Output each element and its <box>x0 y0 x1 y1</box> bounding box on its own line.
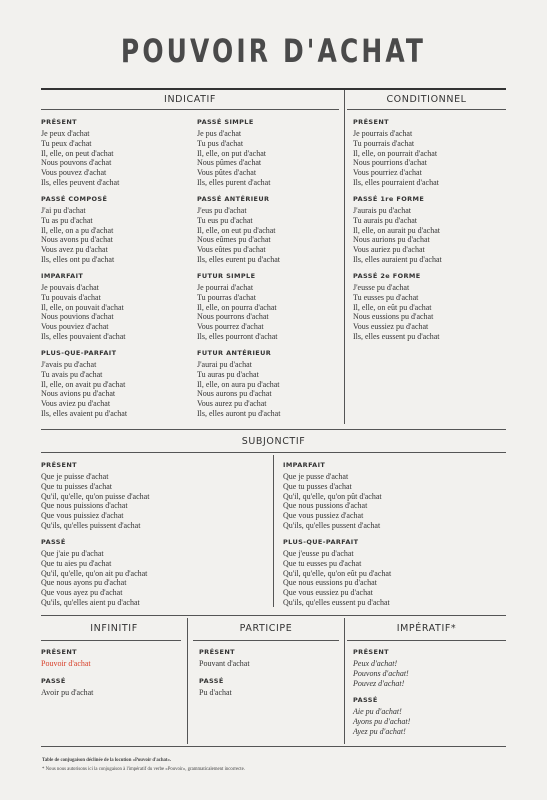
tense-label: PASSÉ 1re FORME <box>353 195 425 203</box>
infinitif-passe-value: Avoir pu d'achat <box>41 688 94 697</box>
tense-label: PASSÉ ANTÉRIEUR <box>197 195 270 203</box>
indicatif-passe-compose <box>41 195 114 265</box>
tense-label: PASSÉ COMPOSÉ <box>41 195 108 203</box>
conditionnel-heading: CONDITIONNEL <box>386 94 467 105</box>
conjugation-lines: Aie pu d'achat! Ayons pu d'achat! Ayez pu d'achat! <box>353 707 411 736</box>
tense-label: PRÉSENT <box>199 648 236 656</box>
indicatif-conditionnel-divider <box>344 90 345 424</box>
subjonctif-passe <box>41 538 147 608</box>
imperatif-present <box>353 648 409 688</box>
tense-label: PRÉSENT <box>353 118 390 126</box>
infinitif-participe-divider <box>187 618 188 744</box>
participe-heading-rule <box>193 640 339 641</box>
indicatif-futur-simple <box>197 272 278 342</box>
conjugation-lines: Que je puisse d'achat Que tu puisses d'achat Qu'il, qu'elle, qu'on puisse d'achat Que nous puissions d'achat Que vous puissiez d'achat Qu'ils, qu'elles puissent d'achat <box>41 472 150 530</box>
conjugation-lines: Je pourrai d'achat Tu pourras d'achat Il, elle, on pourra d'achat Nous pourrons d'achat Vous pourrez d'achat Ils, elles pourront d'achat <box>197 283 278 341</box>
tense-label: PRÉSENT <box>353 648 390 656</box>
indicatif-passe-anterieur <box>197 195 280 265</box>
tense-label: PASSÉ <box>353 696 378 704</box>
tense-label: PASSÉ 2e FORME <box>353 272 421 280</box>
subjonctif-imparfait <box>283 461 382 531</box>
conjugation-lines: J'ai pu d'achat Tu as pu d'achat Il, elle, on a pu d'achat Nous avons pu d'achat Vous avez pu d'achat Ils, elles ont pu d'achat <box>41 206 115 264</box>
imperatif-heading: IMPÉRATIF* <box>396 623 457 634</box>
subjonctif-heading-rule <box>41 452 506 453</box>
imperatif-heading-rule <box>347 640 506 641</box>
tense-label: PASSÉ <box>41 677 66 685</box>
conditionnel-present <box>353 118 439 188</box>
conjugation-lines: J'avais pu d'achat Tu avais pu d'achat Il, elle, on avait pu d'achat Nous avions pu d'achat Vous aviez pu d'achat Ils, elles avaient pu d'achat <box>41 360 128 418</box>
tense-label: IMPARFAIT <box>41 272 84 280</box>
participe-passe <box>199 677 232 698</box>
indicatif-passe-simple <box>197 118 270 188</box>
subjonctif-heading: SUBJONCTIF <box>241 436 306 447</box>
tense-label: PRÉSENT <box>41 648 78 656</box>
conjugation-lines: Peux d'achat! Pouvons d'achat! Pouvez d'achat! <box>353 659 409 688</box>
indicatif-heading: INDICATIF <box>164 94 216 105</box>
conditionnel-heading-rule <box>347 109 506 110</box>
tense-label: PLUS-QUE-PARFAIT <box>41 349 117 357</box>
conjugation-lines: Je peux d'achat Tu peux d'achat Il, elle, on peut d'achat Nous pouvons d'achat Vous pouvez d'achat Ils, elles peuvent d'achat <box>41 129 120 187</box>
participe-present <box>199 648 250 669</box>
imperatif-passe <box>353 696 410 736</box>
conjugation-lines: Je pouvais d'achat Tu pouvais d'achat Il, elle, on pouvait d'achat Nous pouvions d'achat Vous pouviez d'achat Ils, elles pouvaient d'achat <box>41 283 126 341</box>
conjugation-lines: J'eusse pu d'achat Tu eusses pu d'achat Il, elle, on eût pu d'achat Nous eussions pu d'achat Vous eussiez pu d'achat Ils, elles eussent pu d'achat <box>353 283 440 341</box>
participe-heading: PARTICIPE <box>239 623 293 634</box>
subjonctif-top-rule <box>41 429 506 430</box>
tense-label: PLUS-QUE-PARFAIT <box>283 538 359 546</box>
conjugation-lines: Que j'eusse pu d'achat Que tu eusses pu d'achat Qu'il, qu'elle, qu'on eût pu d'achat Que nous eussions pu d'achat Que vous eussiez pu d'achat Qu'ils, qu'elles eussent pu d'achat <box>283 549 392 607</box>
tense-label: PASSÉ <box>41 538 66 546</box>
subjonctif-present <box>41 461 149 531</box>
tense-label: PASSÉ <box>199 677 224 685</box>
conditionnel-passe-2 <box>353 272 440 342</box>
footnote-1: Table de conjugaison déclinée de la locution «Pouvoir d'achat». <box>42 758 172 763</box>
conjugation-lines: J'aurais pu d'achat Tu aurais pu d'achat Il, elle, on aurait pu d'achat Nous aurions pu d'achat Vous auriez pu d'achat Ils, elles auraient pu d'achat <box>353 206 442 264</box>
bottom-top-rule <box>41 615 506 616</box>
subjonctif-plus-que-parfait <box>283 538 391 608</box>
infinitif-heading: INFINITIF <box>90 623 138 634</box>
indicatif-plus-que-parfait <box>41 349 127 419</box>
bottom-rule <box>41 746 506 747</box>
indicatif-futur-anterieur <box>197 349 280 419</box>
conjugation-lines: Que j'aie pu d'achat Que tu aies pu d'achat Qu'il, qu'elle, qu'on ait pu d'achat Que nous ayons pu d'achat Que vous ayez pu d'achat Qu'ils, qu'elles aient pu d'achat <box>41 549 148 607</box>
conjugation-lines: Que je pusse d'achat Que tu pusses d'achat Qu'il, qu'elle, qu'on pût d'achat Que nous pussions d'achat Que vous pussiez d'achat Qu'ils, qu'elles pussent d'achat <box>283 472 382 530</box>
conjugation-lines: Je pus d'achat Tu pus d'achat Il, elle, on put d'achat Nous pûmes d'achat Vous pûtes d'achat Ils, elles purent d'achat <box>197 129 271 187</box>
conjugation-lines: Je pourrais d'achat Tu pourrais d'achat Il, elle, on pourrait d'achat Nous pourrions d'achat Vous pourriez d'achat Ils, elles pourraient d'achat <box>353 129 439 187</box>
conditionnel-passe-1 <box>353 195 442 265</box>
infinitif-present-value: Pouvoir d'achat <box>41 659 91 668</box>
infinitif-heading-rule <box>41 640 181 641</box>
subjonctif-divider <box>273 455 274 607</box>
conjugation-lines: J'aurai pu d'achat Tu auras pu d'achat Il, elle, on aura pu d'achat Nous aurons pu d'achat Vous aurez pu d'achat Ils, elles auront pu d'achat <box>197 360 281 418</box>
indicatif-imparfait <box>41 272 126 342</box>
footnote-2: * Nous nous autorisons ici la conjugaison à l'impératif du verbe «Pouvoir», grammaticalement incorrecte. <box>42 767 245 772</box>
infinitif-present <box>41 648 91 669</box>
participe-passe-value: Pu d'achat <box>199 688 232 697</box>
participe-imperatif-divider <box>344 618 345 744</box>
indicatif-heading-rule <box>41 109 339 110</box>
tense-label: PASSÉ SIMPLE <box>197 118 254 126</box>
tense-label: IMPARFAIT <box>283 461 326 469</box>
top-rule <box>41 88 506 90</box>
participe-present-value: Pouvant d'achat <box>199 659 250 668</box>
tense-label: PRÉSENT <box>41 118 78 126</box>
infinitif-passe <box>41 677 93 698</box>
tense-label: PRÉSENT <box>41 461 78 469</box>
indicatif-present <box>41 118 119 188</box>
page-title: POUVOIR D'ACHAT <box>120 32 427 70</box>
conjugation-lines: J'eus pu d'achat Tu eus pu d'achat Il, elle, on eut pu d'achat Nous eûmes pu d'achat Vous eûtes pu d'achat Ils, elles eurent pu d'achat <box>197 206 280 264</box>
tense-label: FUTUR SIMPLE <box>197 272 256 280</box>
tense-label: FUTUR ANTÉRIEUR <box>197 349 272 357</box>
